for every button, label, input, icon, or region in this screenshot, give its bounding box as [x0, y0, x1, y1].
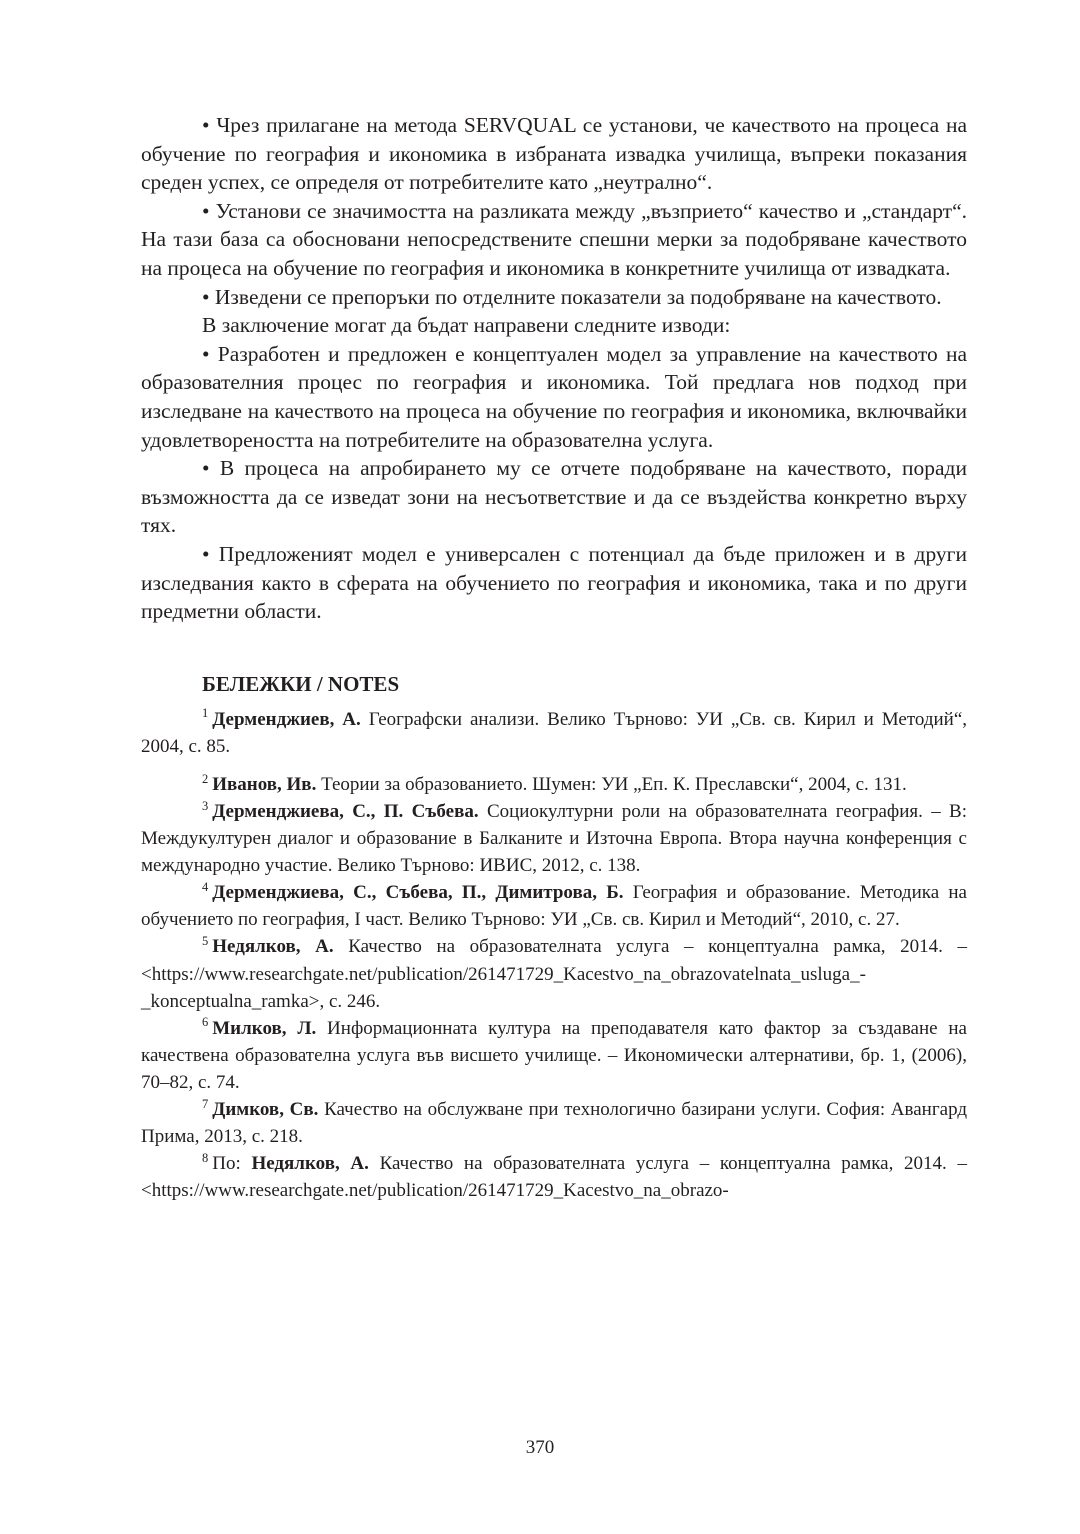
note-author: Милков, Л. [212, 1017, 317, 1039]
note-item [141, 771, 967, 798]
note-text: Качество на обслужване при технологично базирани услуги. София: Авангард Прима, 2013, с. 218. [141, 1099, 967, 1148]
body-text [141, 111, 967, 626]
paragraph-model-developed: • Разработен и предложен е концептуален модел за управление на качеството на образователния процес по география и икономика. Той предлага нов подход при изследване на качеството на процеса на обучение по география и икономика, включвайки удовлетвореността на потребителите на образователна услуга. [141, 341, 967, 452]
paragraph-recommendations: • Изведени се препоръки по отделните показатели за подобряване на качеството. [202, 284, 942, 309]
note-text: География и образование. Методика на обучението по география, I част. Велико Търново: УИ „Св. св. Кирил и Методий“, 2010, с. 27. [141, 882, 967, 931]
note-text: Географски анализи. Велико Търново: УИ „Св. св. Кирил и Методий“, 2004, с. 85. [141, 708, 968, 757]
note-text: Теории за образованието. Шумен: УИ „Еп. К. Преславски“, 2004, с. 131. [316, 773, 907, 795]
note-item [141, 1015, 967, 1096]
note-text: Информационната култура на преподавателя като фактор за създаване на качествена образователна услуга във висшето училище. – Икономически алтернативи, бр. 1, (2006), 70–82, с. 74. [141, 1017, 967, 1093]
paragraph-approbation: • В процеса на апробирането му се отчете подобряване на качеството, поради възможността да се изведат зони на несъответствие и да се въздейства конкретно върху тях. [141, 456, 967, 538]
note-number: 7 [202, 1096, 209, 1111]
note-number: 2 [202, 771, 209, 786]
note-item [141, 798, 967, 879]
note-text: Качество на образователната услуга – концептуална рамка, 2014. – <https://www.researchgate.net/publication/261471729_Kacestvo_na_obrazo- [141, 1153, 968, 1202]
paragraph-universal-model: • Предложеният модел е универсален с потенциал да бъде приложен и в други изследвания както в сферата на обучението по география и икономика, така и по други предметни области. [141, 541, 967, 624]
note-author: Димков, Св. [212, 1099, 319, 1120]
note-prefix: По: [212, 1153, 252, 1175]
notes-list [141, 706, 967, 1205]
note-author: Иванов, Ив. [212, 773, 317, 795]
note-number: 5 [202, 934, 209, 949]
note-number: 6 [202, 1015, 209, 1030]
note-text: Социокултурни роли на образователната география. – В: Междукултурен диалог и образование в Балканите и Източна Европа. Втора научна конференция с международно участие. Велико Търново: ИВИС, 2012, с. 138. [141, 800, 967, 877]
note-item [141, 1150, 967, 1204]
note-item [141, 879, 967, 933]
page-content [141, 111, 967, 1204]
notes-heading: БЕЛЕЖКИ / NOTES [202, 671, 400, 696]
note-item [141, 933, 967, 1014]
paragraph-difference: • Установи се значимостта на разликата между „възприето“ качество и „стандарт“. На тази база са обосновани непосредствените спешни мерки за подобряване качеството на процеса на обучение по география и икономика в конкретните училища от извадката. [141, 198, 967, 280]
note-author: Дерменджиева, С., Събева, П., Димитрова, Б. [212, 882, 624, 904]
paragraph-conclusion-intro: В заключение могат да бъдат направени следните изводи: [202, 313, 731, 338]
note-number: 4 [202, 879, 209, 894]
note-author: Недялков, А. [251, 1153, 369, 1175]
note-number: 3 [202, 798, 209, 813]
paragraph-servqual: • Чрез прилагане на метода SERVQUAL се установи, че качеството на процеса на обучение по география и икономика в избраната извадка училища, въпреки показания среден успех, се определя от потребителите като „неутрално“. [141, 113, 967, 195]
note-item [141, 1096, 967, 1150]
note-item [141, 706, 967, 760]
note-text: Качество на образователната услуга – концептуална рамка, 2014. – <https://www.researchgate.net/publication/261471729_Kacestvo_na_obrazovatelnata_usluga_-_konceptualna_ramka>, с. 246. [141, 936, 967, 1012]
note-number: 1 [202, 706, 209, 721]
note-author: Дерменджиев, А. [212, 708, 361, 730]
page-number: 370 [525, 1437, 555, 1458]
note-number: 8 [202, 1150, 209, 1165]
note-author: Дерменджиева, С., П. Събева. [212, 800, 479, 822]
note-author: Недялков, А. [212, 936, 334, 958]
